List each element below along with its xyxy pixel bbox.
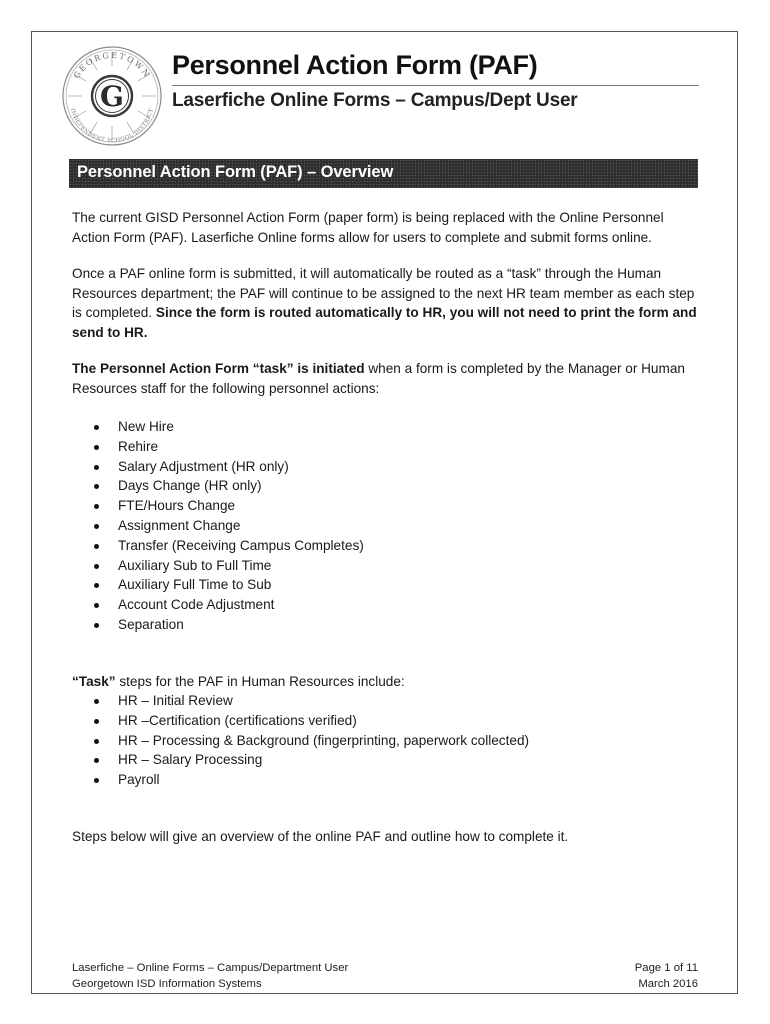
list-item [72, 691, 529, 711]
bullet-icon [94, 544, 99, 549]
bullet-icon [94, 524, 99, 529]
routing-paragraph [72, 264, 698, 342]
bullet-icon [94, 564, 99, 569]
list-item [72, 556, 364, 576]
footer-right [635, 960, 698, 992]
bullet-icon [94, 425, 99, 430]
seal-letter: G [100, 80, 124, 113]
list-item-text: Days Change (HR only) [118, 478, 262, 494]
personnel-actions-list [72, 417, 364, 635]
footer-document-title: Laserfiche – Online Forms – Campus/Department User [72, 962, 349, 974]
list-item-text: FTE/Hours Change [118, 498, 236, 514]
list-item-text: Rehire [118, 438, 159, 454]
list-item-text: Auxiliary Full Time to Sub [118, 577, 272, 593]
list-item-text: HR – Initial Review [118, 693, 233, 708]
list-item [72, 457, 364, 477]
seal-bottom-text: INDEPENDENT SCHOOL DISTRICT [69, 107, 156, 145]
list-item-text: Auxiliary Sub to Full Time [118, 557, 272, 573]
list-item-text: Payroll [118, 772, 160, 788]
bullet-icon [94, 623, 99, 628]
list-item [72, 417, 364, 437]
task-steps-intro-emphasis: “Task” [72, 674, 116, 689]
bullet-icon [94, 739, 99, 744]
initiation-paragraph-text: when a form is completed by the Manager or Human Resources staff for the following personnel actions: [72, 361, 685, 396]
list-item [72, 595, 364, 615]
bullet-icon [94, 583, 99, 588]
georgetown-isd-seal-icon [60, 44, 164, 148]
list-item [72, 516, 364, 536]
footer-page-number: Page 1 of 11 [634, 962, 698, 974]
list-item [72, 536, 364, 556]
footer-left [72, 960, 348, 992]
bullet-icon [94, 484, 99, 489]
list-item-text: Transfer (Receiving Campus Completes) [118, 537, 364, 553]
list-item-text: HR – Processing & Background (fingerprinting, paperwork collected) [118, 732, 530, 748]
task-steps-intro-text: steps for the PAF in Human Resources include: [115, 674, 405, 689]
list-item [72, 731, 529, 751]
bullet-icon [94, 504, 99, 509]
section-banner [69, 159, 698, 188]
list-item [72, 711, 529, 731]
footer-date: March 2016 [638, 978, 698, 990]
closing-paragraph: Steps below will give an overview of the online PAF and outline how to complete it. [72, 829, 569, 844]
initiation-paragraph-emphasis: The Personnel Action Form “task” is initiated [72, 361, 365, 376]
routing-paragraph-text: Once a PAF online form is submitted, it will automatically be routed as a “task” through the Human Resources department; the PAF will continue to be assigned to the next HR team member as each step is completed. [72, 266, 695, 320]
bullet-icon [94, 465, 99, 470]
list-item-text: New Hire [118, 419, 174, 434]
bullet-icon [94, 445, 99, 450]
bullet-icon [94, 778, 99, 783]
task-steps-intro [72, 672, 698, 692]
routing-paragraph-emphasis: Since the form is routed automatically to HR, you will not need to print the form and send to HR. [72, 305, 697, 340]
list-item [72, 770, 529, 790]
list-item [72, 575, 364, 595]
list-item [72, 437, 364, 457]
hr-task-steps-list [72, 691, 529, 790]
page-title: Personnel Action Form (PAF) [172, 50, 538, 80]
list-item-text: HR – Salary Processing [118, 752, 263, 768]
section-banner-title: Personnel Action Form (PAF) – Overview [77, 163, 394, 181]
list-item [72, 615, 364, 635]
intro-paragraph: The current GISD Personnel Action Form (paper form) is being replaced with the Online Personnel Action Form (PAF). Laserfiche Online forms allow for users to complete and submit forms online. [72, 210, 664, 245]
page-subtitle: Laserfiche Online Forms – Campus/Dept User [172, 90, 578, 111]
bullet-icon [94, 603, 99, 608]
list-item [72, 750, 529, 770]
list-item-text: Salary Adjustment (HR only) [118, 458, 289, 474]
footer-department: Georgetown ISD Information Systems [72, 978, 262, 990]
list-item-text: HR –Certification (certifications verified) [118, 712, 357, 728]
bullet-icon [94, 758, 99, 763]
initiation-paragraph [72, 359, 698, 398]
list-item-text: Separation [118, 616, 184, 632]
list-item-text: Assignment Change [118, 517, 241, 533]
seal-top-text: GEORGETOWN [71, 50, 153, 81]
list-item [72, 496, 364, 516]
bullet-icon [94, 699, 99, 704]
bullet-icon [94, 719, 99, 724]
list-item [72, 476, 364, 496]
title-divider [172, 85, 699, 86]
list-item-text: Account Code Adjustment [118, 597, 275, 613]
